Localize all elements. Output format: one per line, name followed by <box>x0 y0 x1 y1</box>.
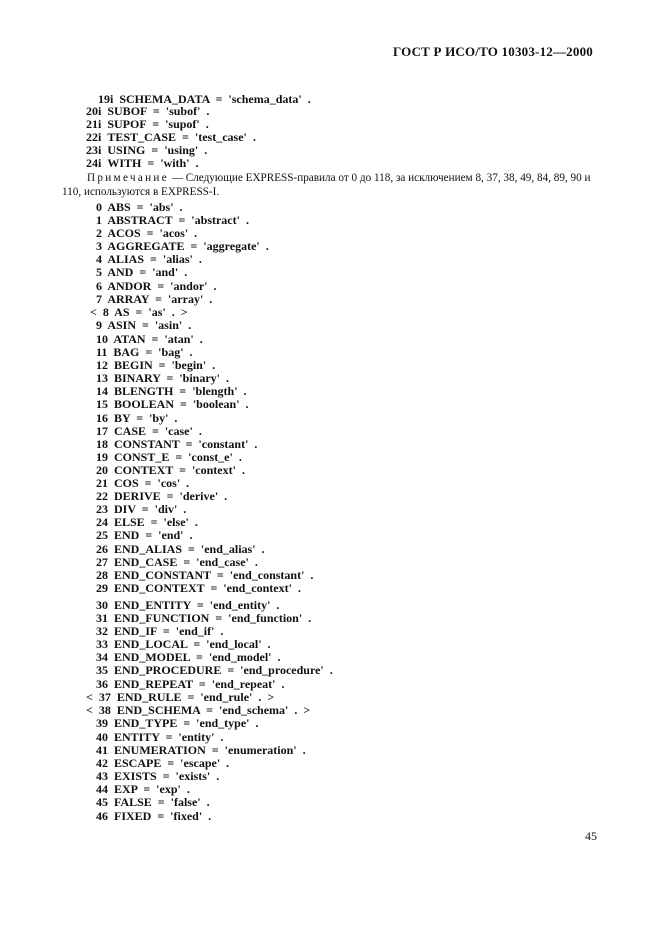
rule-number: 19i <box>98 92 114 107</box>
rule-13: 13 BINARY = 'binary' . <box>96 371 229 386</box>
rule-number: 20i <box>86 104 102 118</box>
rules-group-20-29 <box>96 464 313 595</box>
rule-32: 32 END_IF = 'end_if' . <box>96 624 224 639</box>
rule-46: 46 FIXED = 'fixed' . <box>96 808 212 823</box>
rule-12: 12 BEGIN = 'begin' . <box>96 358 216 373</box>
rule-45: 45 FALSE = 'false' . <box>96 795 210 810</box>
rule-text: WITH = 'with' . <box>107 156 199 171</box>
rule-text: USING = 'using' . <box>107 143 208 158</box>
rule-19: 19 CONST_E = 'const_e' . <box>96 449 242 464</box>
rule-39: 39 END_TYPE = 'end_type' . <box>96 715 259 730</box>
rule-21: 21 COS = 'cos' . <box>96 476 190 491</box>
rule-34: 34 END_MODEL = 'end_model' . <box>96 650 281 665</box>
rule-text: SCHEMA_DATA = 'schema_data' . <box>119 92 311 107</box>
rules-group-20i-24i <box>86 105 256 170</box>
rule-number: 21i <box>86 117 102 132</box>
rule-5: 5 AND = 'and' . <box>90 265 188 280</box>
rule-24i <box>86 157 256 170</box>
rule-3: 3 AGGREGATE = 'aggregate' . <box>90 239 269 254</box>
rules-group-0-9 <box>90 201 269 332</box>
rule-20: 20 CONTEXT = 'context' . <box>96 463 245 477</box>
rule-44: 44 EXP = 'exp' . <box>96 782 190 797</box>
rule-8-excluded: < 8 AS = 'as' . > <box>90 304 188 319</box>
rule-26: 26 END_ALIAS = 'end_alias' . <box>96 541 265 556</box>
rule-2: 2 ACOS = 'acos' . <box>90 226 198 241</box>
rule-43: 43 EXISTS = 'exists' . <box>96 769 220 784</box>
rule-40: 40 ENTITY = 'entity' . <box>96 730 224 744</box>
page-number: 45 <box>585 829 597 843</box>
note-label: Примечание <box>87 172 169 184</box>
rule-36: 36 END_REPEAT = 'end_repeat' . <box>96 676 285 691</box>
rule-text: SUBOF = 'subof' . <box>107 104 210 118</box>
rule-24: 24 ELSE = 'else' . <box>96 515 198 530</box>
rule-38-excluded: < 38 END_SCHEMA = 'end_schema' . > <box>86 702 311 717</box>
rule-6: 6 ANDOR = 'andor' . <box>90 278 217 293</box>
rule-11: 11 BAG = 'bag' . <box>96 345 193 360</box>
rule-10: 10 ATAN = 'atan' . <box>96 332 203 346</box>
rule-18: 18 CONSTANT = 'constant' . <box>96 436 258 451</box>
rules-group-30-39 <box>86 598 333 730</box>
rule-27: 27 END_CASE = 'end_case' . <box>96 554 258 569</box>
rule-7: 7 ARRAY = 'array' . <box>90 291 213 306</box>
note-text: — Следующие EXPRESS-правила от 0 до 118, за исключением 8, 37, 38, 49, 84, 89, 90 и 110, используются в EXPRESS-I. <box>62 172 591 198</box>
rule-28: 28 END_CONSTANT = 'end_constant' . <box>96 567 314 582</box>
rule-17: 17 CASE = 'case' . <box>96 423 202 438</box>
rule-29: 29 END_CONTEXT = 'end_context' . <box>96 580 301 595</box>
rule-22: 22 DERIVE = 'derive' . <box>96 489 228 504</box>
rule-0: 0 ABS = 'abs' . <box>90 200 183 214</box>
rule-31: 31 END_FUNCTION = 'end_function' . <box>96 611 312 626</box>
rule-number: 24i <box>86 156 102 171</box>
rule-30: 30 END_ENTITY = 'end_entity' . <box>96 598 280 612</box>
rule-9: 9 ASIN = 'asin' . <box>90 317 192 332</box>
rules-group-40-46 <box>96 731 306 823</box>
rule-35: 35 END_PROCEDURE = 'end_procedure' . <box>96 663 333 678</box>
rule-number: 22i <box>86 130 102 145</box>
note-paragraph <box>62 171 602 199</box>
rule-33: 33 END_LOCAL = 'end_local' . <box>96 637 271 652</box>
rules-group-10-19 <box>96 333 257 464</box>
rule-4: 4 ALIAS = 'alias' . <box>90 252 202 267</box>
document-header: ГОСТ Р ИСО/ТО 10303-12—2000 <box>392 44 593 59</box>
rule-14: 14 BLENGTH = 'blength' . <box>96 384 247 399</box>
rule-number: 23i <box>86 143 102 158</box>
rule-16: 16 BY = 'by' . <box>96 410 178 425</box>
rule-42: 42 ESCAPE = 'escape' . <box>96 756 230 771</box>
rule-15: 15 BOOLEAN = 'boolean' . <box>96 397 249 412</box>
rule-41: 41 ENUMERATION = 'enumeration' . <box>96 743 306 758</box>
rule-37-excluded: < 37 END_RULE = 'end_rule' . > <box>86 689 275 704</box>
rule-text: SUPOF = 'supof' . <box>107 117 209 132</box>
rule-1: 1 ABSTRACT = 'abstract' . <box>90 213 249 228</box>
rule-text: TEST_CASE = 'test_case' . <box>107 130 256 145</box>
rule-23: 23 DIV = 'div' . <box>96 502 187 517</box>
rule-25: 25 END = 'end' . <box>96 528 193 543</box>
